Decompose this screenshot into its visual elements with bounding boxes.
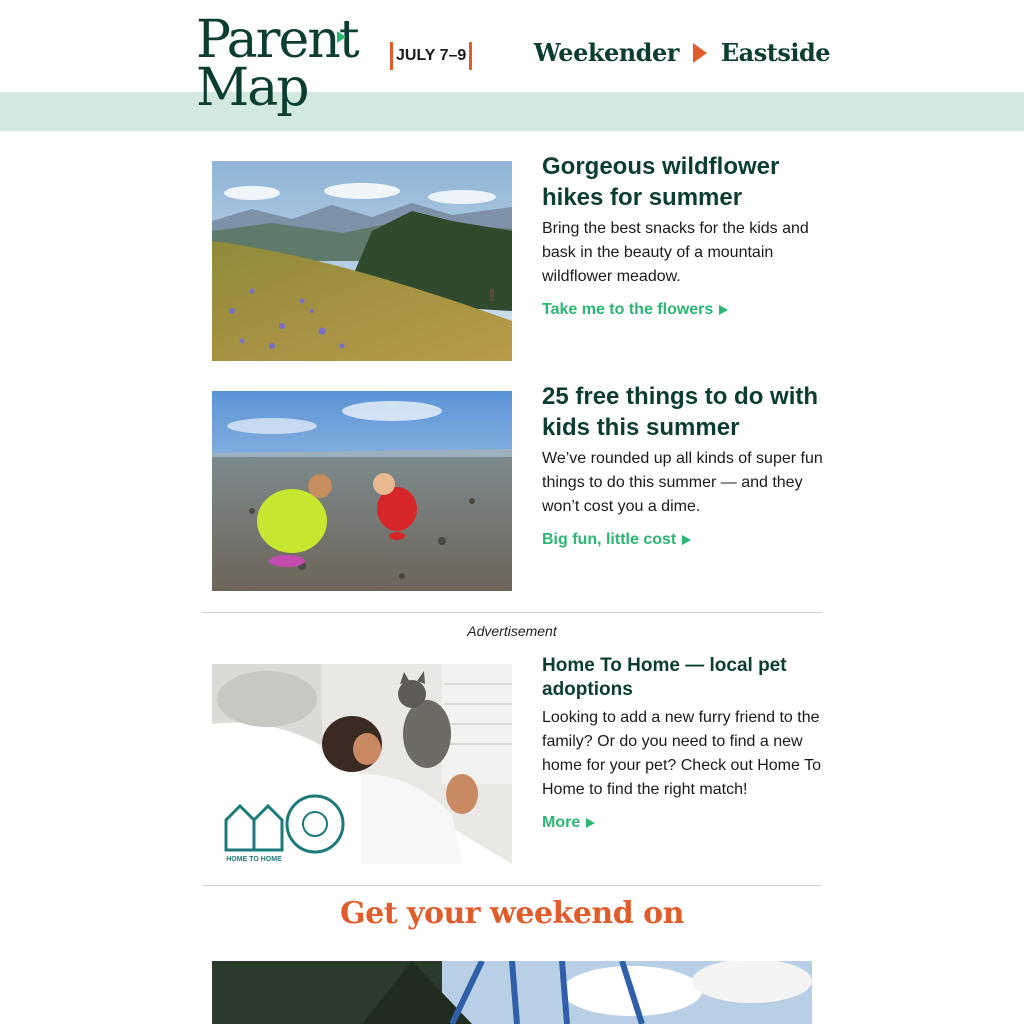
parentmap-logo[interactable] [196,10,358,118]
advertisement-label: Advertisement [467,623,557,639]
play-triangle-icon [719,305,728,315]
arrow-right-icon [693,43,707,63]
edition-weekender: Weekender [533,38,679,67]
cta-label: Take me to the flowers [542,301,714,318]
play-triangle-icon [337,31,346,43]
playground-image[interactable] [212,961,812,1024]
story-free-things [212,383,823,591]
story-wildflower [212,153,822,361]
story-cta-link[interactable] [542,301,728,319]
story-cta-link[interactable] [542,531,691,549]
woman-with-cat-image[interactable] [212,664,512,864]
story-title[interactable]: 25 free things to do with kids this summer [542,383,819,441]
cta-label: More [542,814,581,831]
section-heading: Get your weekend on [340,896,684,931]
ad-title[interactable]: Home To Home — local pet adoptions [542,655,787,700]
header-band [0,92,1024,131]
edition-eastside: Eastside [720,38,830,67]
play-triangle-icon [586,818,595,828]
logo-line-2: Map [196,58,308,118]
divider [202,612,822,613]
story-body: We’ve rounded up all kinds of super fun things to do this summer — and they won’t cost you a dime. [542,450,823,515]
ad-home-to-home [212,655,822,864]
ad-body: Looking to add a new furry friend to the family? Or do you need to find a new home for your pet? Check out Home To Home to find the right match! [542,709,821,798]
story-copy [542,383,824,549]
story-body: Bring the best snacks for the kids and bask in the beauty of a mountain wildflower meadow. [542,220,809,285]
ad-copy [542,655,824,832]
divider [202,885,822,886]
home-to-home-logo-text: HOME TO HOME [226,856,282,863]
edition-label [534,38,830,67]
kids-beach-image[interactable] [212,391,512,591]
story-copy [542,153,824,319]
ad-more-link[interactable] [542,814,595,832]
logo-line-1: Parent [196,10,358,70]
story-title[interactable]: Gorgeous wildflower hikes for summer [542,153,780,211]
issue-date: JULY 7–9 [390,42,472,70]
cta-label: Big fun, little cost [542,531,677,548]
wildflower-meadow-image[interactable] [212,161,512,361]
play-triangle-icon [682,535,691,545]
